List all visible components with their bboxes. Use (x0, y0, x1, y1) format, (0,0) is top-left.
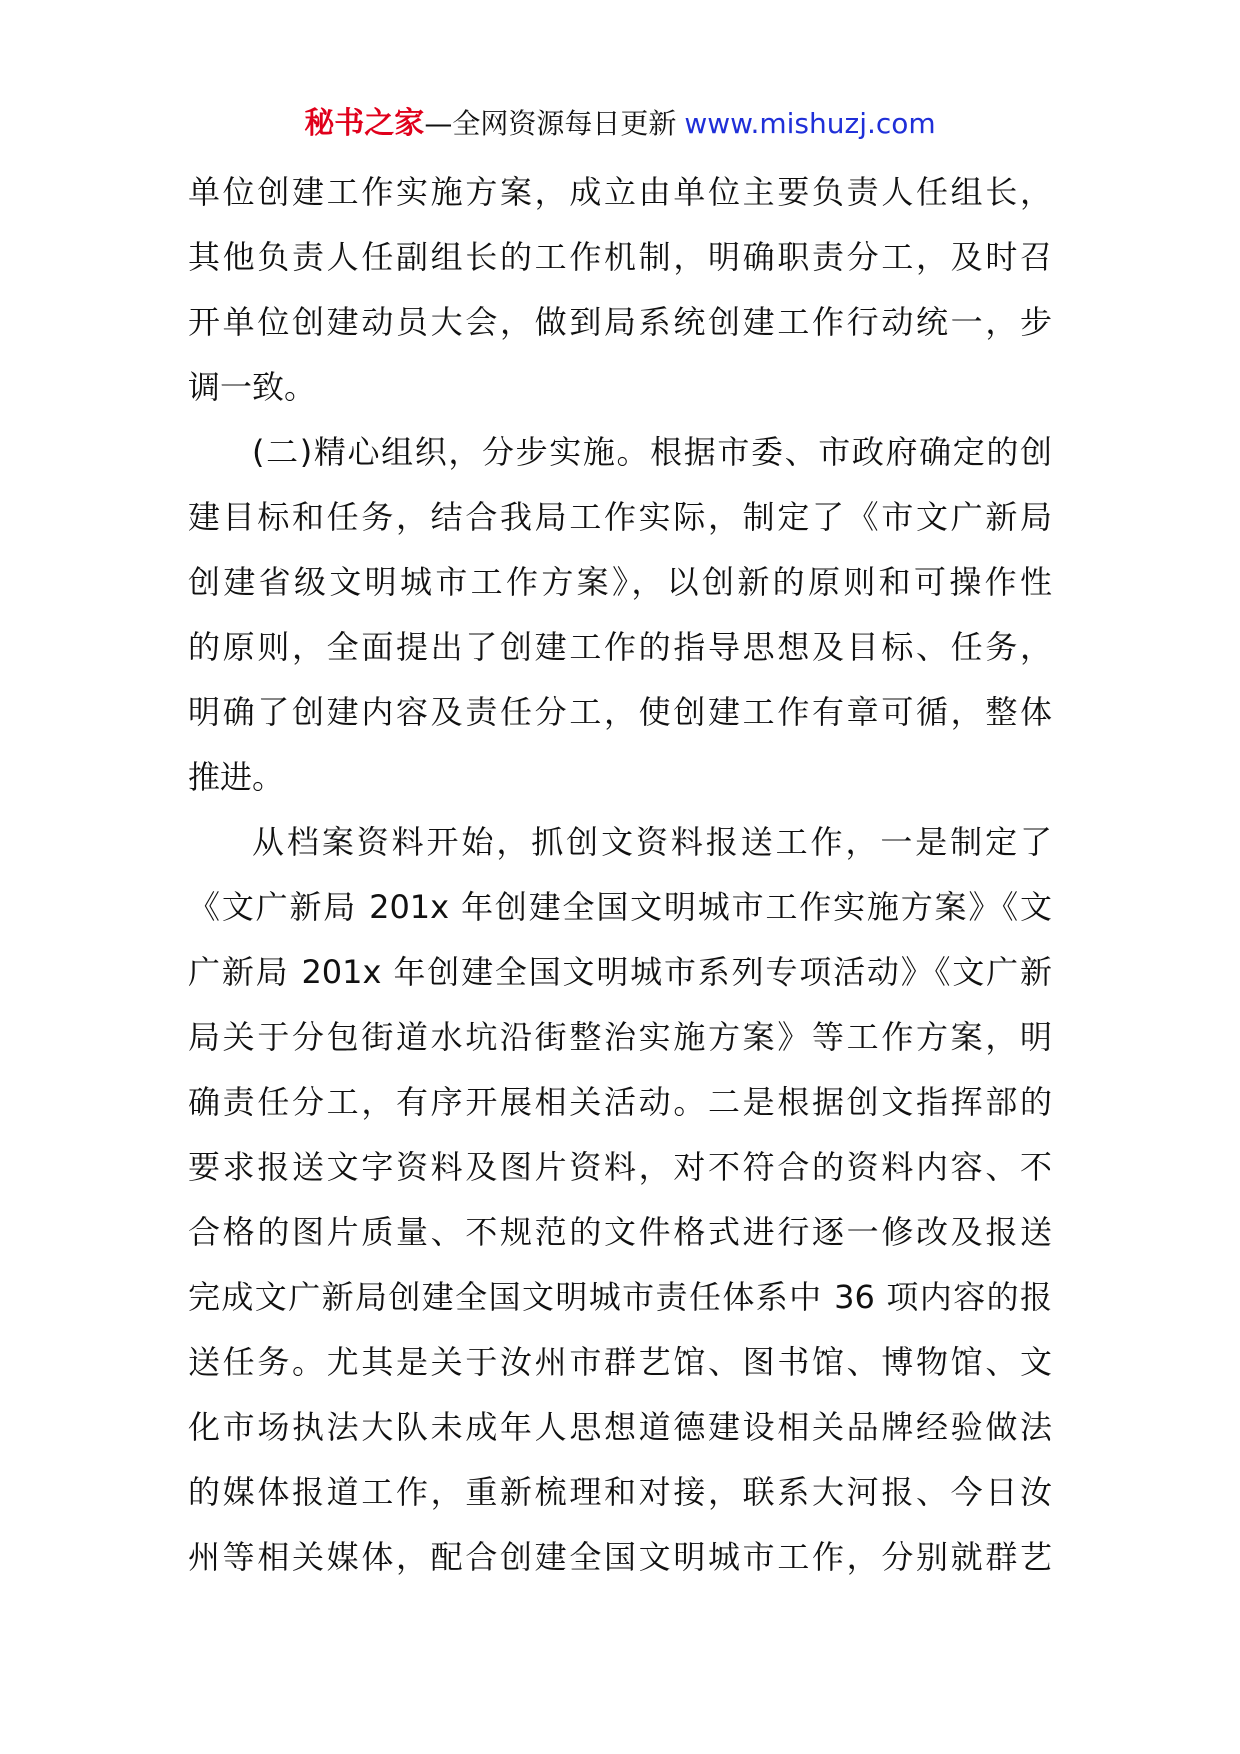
paragraph-3-line-1: 从档案资料开始，抓创文资料报送工作，一是制定了 (252, 823, 1052, 861)
paragraph-3-line-5: 确责任分工，有序开展相关活动。二是根据创文指挥部的 (188, 1083, 1052, 1121)
paragraph-1-line-3: 开单位创建动员大会，做到局系统创建工作行动统一，步 (188, 303, 1052, 341)
paragraph-2-line-1: (二)精心组织，分步实施。根据市委、市政府确定的创 (252, 433, 1052, 471)
site-tagline: —全网资源每日更新 (424, 107, 677, 140)
paragraph-2-line-3: 创建省级文明城市工作方案》，以创新的原则和可操作性 (188, 563, 1052, 601)
paragraph-3-line-4: 局关于分包街道水坑沿街整治实施方案》等工作方案，明 (188, 1018, 1052, 1056)
paragraph-3-line-3: 广新局 201x 年创建全国文明城市系列专项活动》《文广新 (188, 953, 1052, 991)
site-url-link[interactable]: www.mishuzj.com (684, 107, 936, 140)
paragraph-3-line-2: 《文广新局 201x 年创建全国文明城市工作实施方案》《文 (188, 888, 1052, 926)
paragraph-3-line-8: 完成文广新局创建全国文明城市责任体系中 36 项内容的报 (188, 1278, 1052, 1316)
paragraph-3-line-6: 要求报送文字资料及图片资料，对不符合的资料内容、不 (188, 1148, 1052, 1186)
paragraph-1-line-2: 其他负责人任副组长的工作机制，明确职责分工，及时召 (188, 238, 1052, 276)
paragraph-3-line-12: 州等相关媒体，配合创建全国文明城市工作，分别就群艺 (188, 1538, 1052, 1576)
site-header (0, 104, 1240, 144)
paragraph-3-line-11: 的媒体报道工作，重新梳理和对接，联系大河报、今日汝 (188, 1473, 1052, 1511)
site-brand: 秘书之家 (304, 106, 425, 141)
paragraph-2-line-5: 明确了创建内容及责任分工，使创建工作有章可循，整体 (188, 693, 1052, 731)
paragraph-3-line-9: 送任务。尤其是关于汝州市群艺馆、图书馆、博物馆、文 (188, 1343, 1052, 1381)
paragraph-1-line-1: 单位创建工作实施方案，成立由单位主要负责人任组长， (188, 173, 1052, 211)
document-body (188, 160, 1052, 1590)
paragraph-2-line-4: 的原则，全面提出了创建工作的指导思想及目标、任务， (188, 628, 1052, 666)
paragraph-2-line-2: 建目标和任务，结合我局工作实际，制定了《市文广新局 (188, 498, 1052, 536)
paragraph-1-line-4: 调一致。 (188, 368, 317, 406)
paragraph-3-line-7: 合格的图片质量、不规范的文件格式进行逐一修改及报送 (188, 1213, 1052, 1251)
paragraph-2-line-6: 推进。 (188, 758, 285, 796)
paragraph-3-line-10: 化市场执法大队未成年人思想道德建设相关品牌经验做法 (188, 1408, 1052, 1446)
